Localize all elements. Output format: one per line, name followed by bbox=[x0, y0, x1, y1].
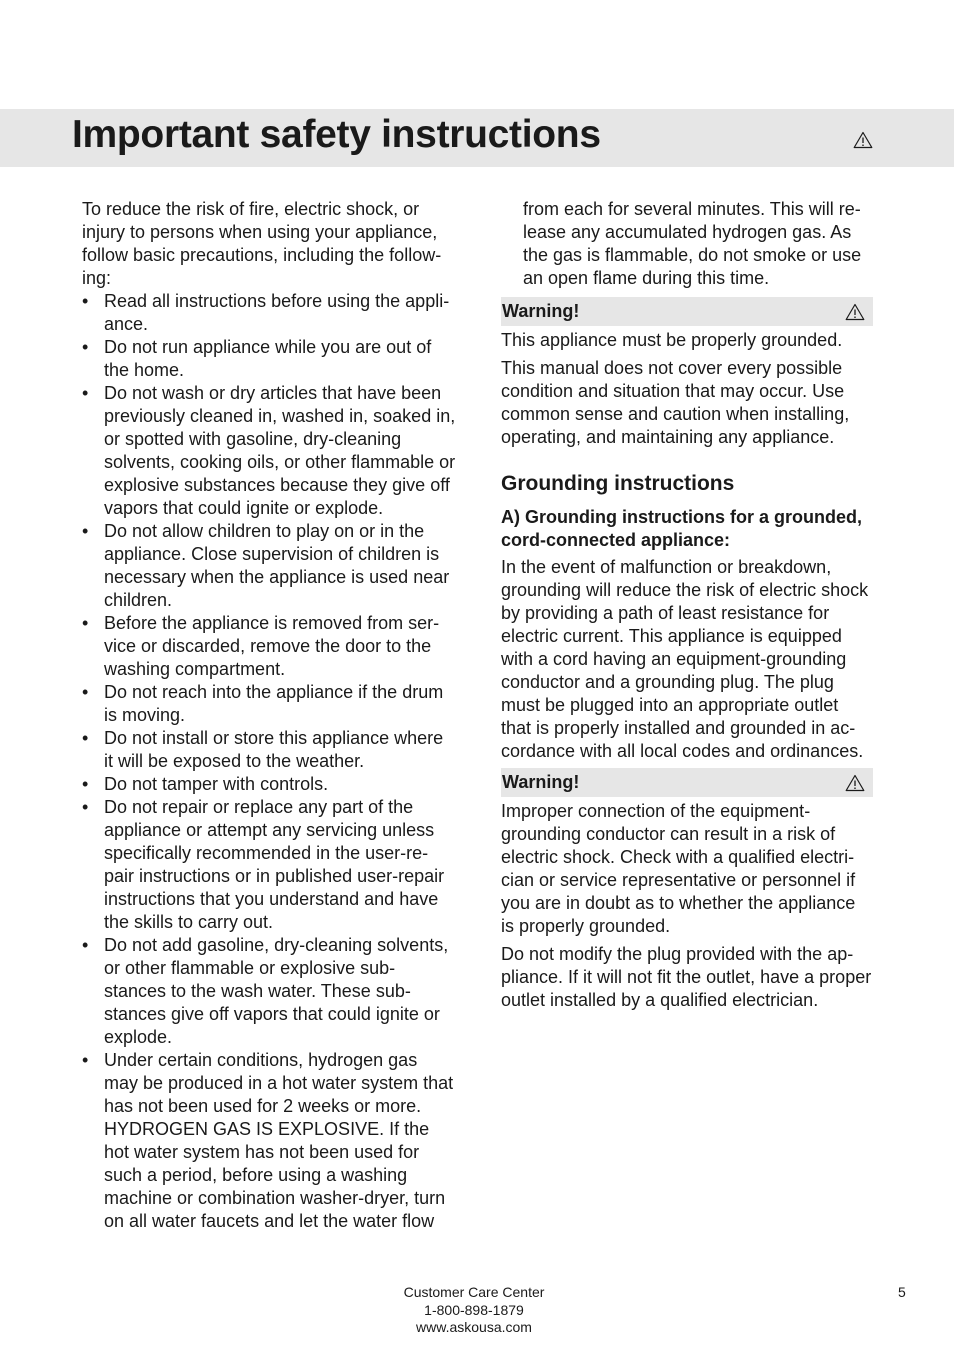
intro-paragraph: To reduce the risk of fire, electric shock, or injury to persons when using your appliance, follow basic precautions, including the follow-ing: bbox=[82, 199, 442, 288]
list-item: • Do not wash or dry articles that have been previously cleaned in, washed in, soaked in, or spotted with gasoline, dry-cleaning solvents, cooking oils, or other flammable or explosive substances because they give off vapors that could ignite or explode. bbox=[82, 382, 456, 520]
list-item: • Do not reach into the appliance if the drum is moving. bbox=[82, 681, 456, 727]
list-item: • Before the appliance is removed from ser-vice or discarded, remove the door to the washing compartment. bbox=[82, 612, 456, 681]
list-item: • Do not run appliance while you are out of the home. bbox=[82, 336, 456, 382]
list-item: • Under certain conditions, hydrogen gas may be produced in a hot water system that has not been used for 2 weeks or more. HYDROGEN GAS IS EXPLOSIVE. If the hot water system has not been used for such a period, before using a washing machine or combination washer-dryer, turn on all water faucets and let the water flow bbox=[82, 1049, 456, 1233]
list-item: • Do not install or store this appliance where it will be exposed to the weather. bbox=[82, 727, 456, 773]
list-item: • Do not add gasoline, dry-cleaning solvents, or other flammable or explosive sub-stances to the wash water. These sub-stances give off vapors that could ignite or explode. bbox=[82, 934, 456, 1049]
footer-contact bbox=[354, 1284, 594, 1337]
warning-triangle-icon bbox=[853, 131, 873, 149]
grounding-text: In the event of malfunction or breakdown, grounding will reduce the risk of electric shock by providing a path of least resistance for electric current. This appliance is equipped with a cord having an equipment-grounding conductor and a grounding plug. The plug must be plugged into an appropriate outlet that is properly installed and grounded in ac-cordance with all local codes and ordinances. bbox=[501, 557, 869, 761]
safety-bullet-list bbox=[82, 290, 456, 1233]
warning-label: Warning! bbox=[502, 772, 580, 792]
footer-phone: 1-800-898-1879 bbox=[424, 1301, 524, 1318]
page-title: Important safety instructions bbox=[72, 113, 601, 156]
warning-bar bbox=[501, 297, 873, 326]
right-column bbox=[501, 198, 873, 1017]
grounding-subheading: A) Grounding instructions for a grounded, cord-connected appliance: bbox=[501, 507, 862, 550]
list-item: • Do not repair or replace any part of the appliance or attempt any servicing unless specifically recommended in the user-re-pair instructions or in published user-repair instructions that you understand and have the skills to carry out. bbox=[82, 796, 456, 934]
page-number: 5 bbox=[898, 1284, 906, 1300]
warning-text: This appliance must be properly grounded. bbox=[501, 330, 843, 350]
warning-text: Improper connection of the equipment-grounding conductor can result in a risk of electric shock. Check with a qualified electri-cian or service representative or personnel if you are in doubt as to whether the appliance is properly grounded. bbox=[501, 801, 856, 936]
hydrogen-continuation: from each for several minutes. This will re-lease any accumulated hydrogen gas. As the gas is flammable, do not smoke or use an open flame during this time. bbox=[523, 199, 862, 288]
list-item: • Read all instructions before using the appli-ance. bbox=[82, 290, 456, 336]
footer-website: www.askousa.com bbox=[416, 1319, 532, 1335]
warning-bar bbox=[501, 768, 873, 797]
plug-note: Do not modify the plug provided with the ap-pliance. If it will not fit the outlet, have a proper outlet installed by a qualified electrician. bbox=[501, 944, 872, 1010]
warning-triangle-icon bbox=[845, 774, 865, 792]
left-column bbox=[82, 198, 456, 1233]
manual-note: This manual does not cover every possible condition and situation that may occur. Use common sense and caution when installing, operating, and maintaining any appliance. bbox=[501, 358, 850, 447]
grounding-heading: Grounding instructions bbox=[501, 472, 735, 495]
list-item: • Do not tamper with controls. bbox=[82, 773, 456, 796]
warning-triangle-icon bbox=[845, 303, 865, 321]
warning-label: Warning! bbox=[502, 301, 580, 321]
list-item: • Do not allow children to play on or in the appliance. Close supervision of children is necessary when the appliance is used near children. bbox=[82, 520, 456, 612]
footer-line: Customer Care Center bbox=[403, 1284, 545, 1300]
